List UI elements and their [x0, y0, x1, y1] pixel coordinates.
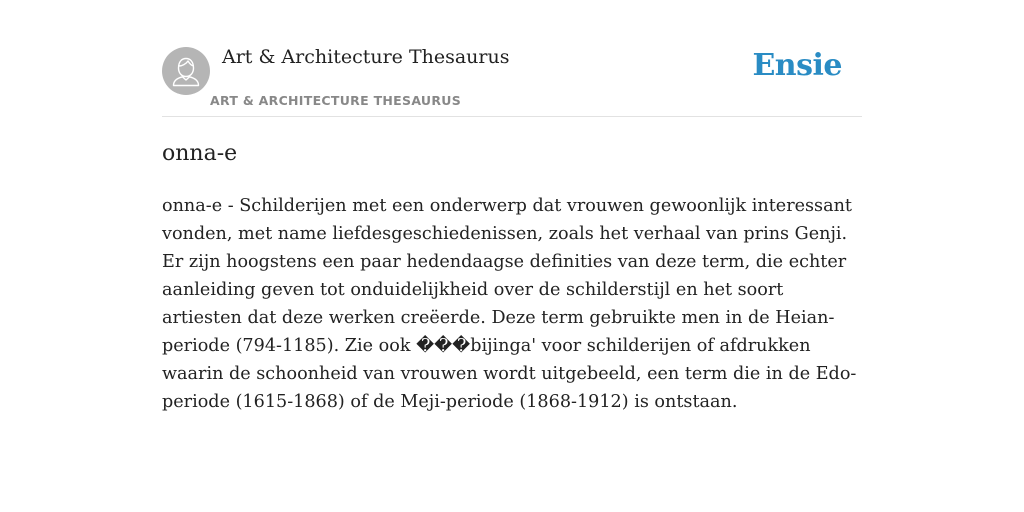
source-subtitle[interactable]: ART & ARCHITECTURE THESAURUS: [210, 93, 462, 108]
entry-definition: onna-e - Schilderijen met een onderwerp dat vrouwen gewoonlijk interessant vonden, met name liefdesgeschiedenissen, zoals het verhaal van prins Genji. Er zijn hoogstens een paar hedendaagse definities van deze term, die echter aanleiding geven tot onduidelijkheid over de schilderstijl en het soort artiesten dat deze werken creëerde. Deze term gebruikte men in de Heian-periode (794-1185). Zie ook ���bijinga' voor schilderijen of afdrukken waarin de schoonheid van vrouwen wordt uitgebeeld, een term die in de Edo-periode (1615-1868) of de Meji-periode (1868-1912) is ontstaan.: [162, 196, 857, 412]
brand-logo[interactable]: Ensie: [752, 48, 842, 83]
entry-header: [162, 0, 862, 117]
source-title[interactable]: Art & Architecture Thesaurus: [222, 46, 510, 68]
entry-card: [162, 0, 862, 512]
user-silhouette-icon[interactable]: [162, 47, 210, 95]
entry-term: onna-e: [162, 141, 238, 166]
